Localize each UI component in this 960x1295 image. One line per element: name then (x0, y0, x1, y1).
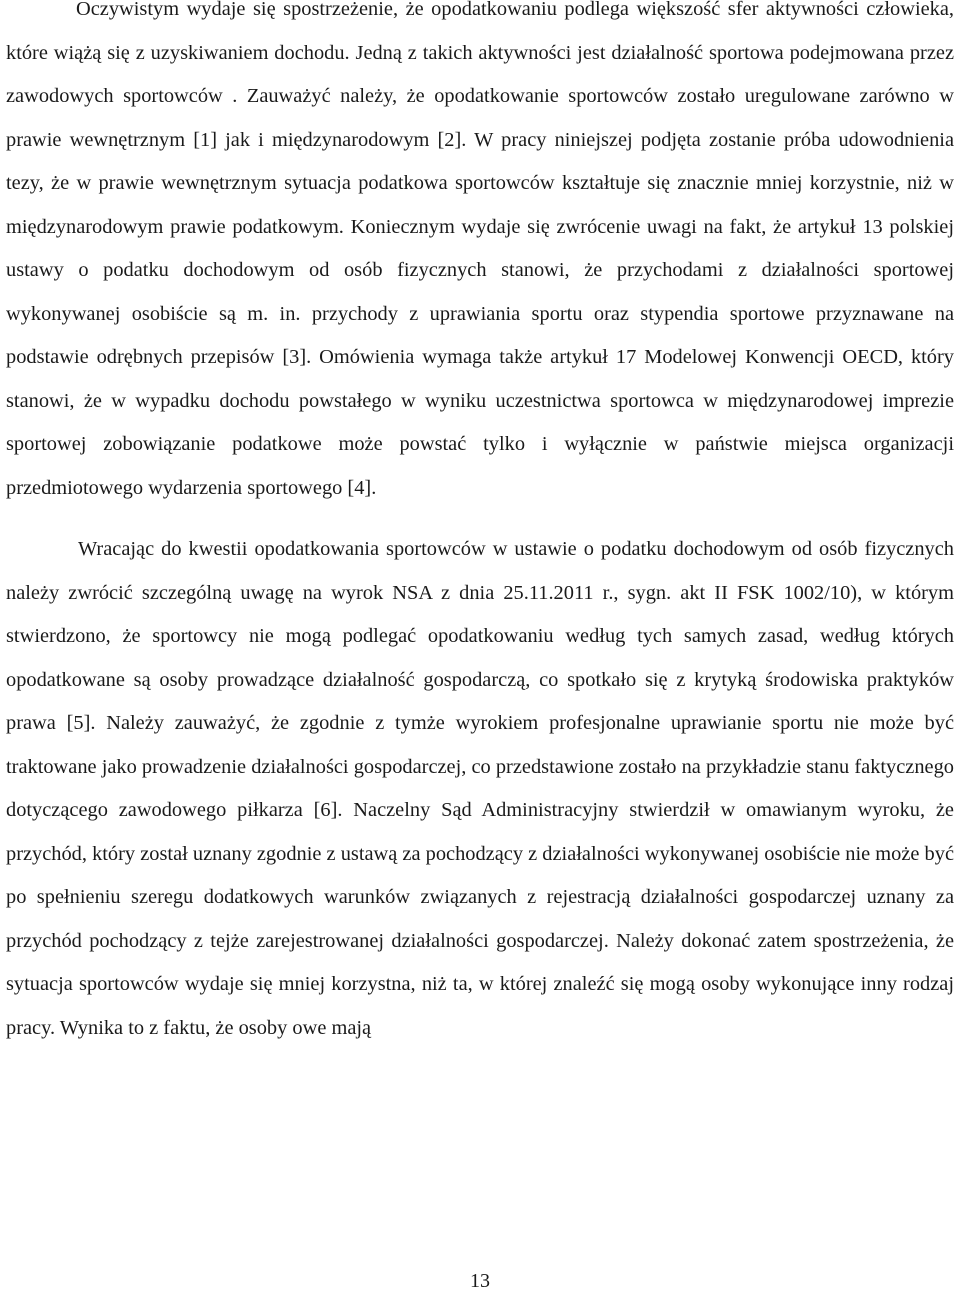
page-number: 13 (470, 1270, 490, 1292)
body-paragraph-2: Wracając do kwestii opodatkowania sportowców w ustawie o podatku dochodowym od osób fizycznych należy zwrócić szczególną uwagę na wyrok NSA z dnia 25.11.2011 r., sygn. akt II FSK 1002/10), w którym stwierdzono, że sportowcy nie mogą podlegać opodatkowaniu według tych samych zasad, według których opodatkowane są osoby prowadzące działalność gospodarczą, co spotkało się z krytyką środowiska praktyków prawa [5]. Należy zauważyć, że zgodnie z tymże wyrokiem profesjonalne uprawianie sportu nie może być traktowane jako prowadzenie działalności gospodarczej, co przedstawione zostało na przykładzie stanu faktycznego dotyczącego zawodowego piłkarza [6]. Naczelny Sąd Administracyjny stwierdził w omawianym wyroku, że przychód, który został uznany zgodnie z ustawą za pochodzący z działalności wykonywanej osobiście nie może być po spełnieniu szeregu dodatkowych warunków związanych z rejestracją działalności gospodarczej uznany za przychód pochodzący z tejże zarejestrowanej działalności gospodarczej. Należy dokonać zatem spostrzeżenia, że sytuacja sportowców wydaje się mniej korzystna, niż ta, w której znaleźć się mogą osoby wykonujące inny rodzaj pracy. Wynika to z faktu, że osoby owe mają (6, 538, 954, 1039)
body-paragraph-1: Oczywistym wydaje się spostrzeżenie, że opodatkowaniu podlega większość sfer aktywności człowieka, które wiążą się z uzyskiwaniem dochodu. Jedną z takich aktywności jest działalność sportowa podejmowana przez zawodowych sportowców . Zauważyć należy, że opodatkowanie sportowców zostało uregulowane zarówno w prawie wewnętrznym [1] jak i międzynarodowym [2]. W pracy niniejszej podjęta zostanie próba udowodnienia tezy, że w prawie wewnętrznym sytuacja podatkowa sportowców kształtuje się znacznie mniej korzystnie, niż w międzynarodowym prawie podatkowym. Koniecznym wydaje się zwrócenie uwagi na fakt, że artykuł 13 polskiej ustawy o podatku dochodowym od osób fizycznych stanowi, że przychodami z działalności sportowej wykonywanej osobiście są m. in. przychody z uprawiania sportu oraz stypendia sportowe przyznawane na podstawie odrębnych przepisów [3]. Omówienia wymaga także artykuł 17 Modelowej Konwencji OECD, który stanowi, że w wypadku dochodu powstałego w wyniku uczestnictwa sportowca w międzynarodowej imprezie sportowej zobowiązanie podatkowe może powstać tylko i wyłącznie w państwie miejsca organizacji przedmiotowego wydarzenia sportowego [4]. (6, 0, 954, 499)
document-page (6, 0, 954, 1050)
